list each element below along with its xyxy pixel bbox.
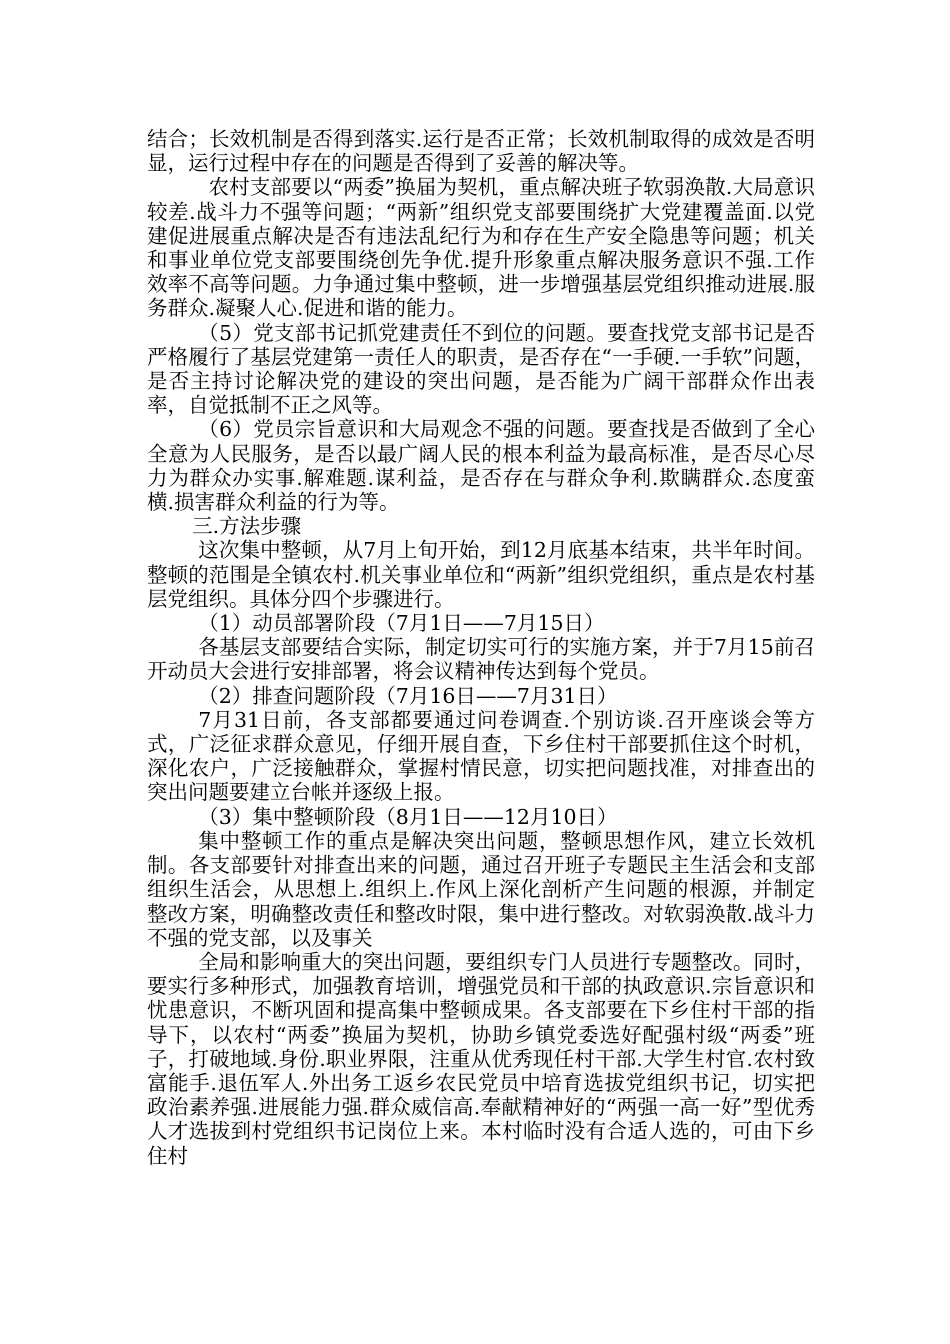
paragraph-12: 集中整顿工作的重点是解决突出问题，整顿思想作风，建立长效机制。各支部要针对排查出来的问题，通过召开班子专题民主生活会和支部组织生活会，从思想上.组织上.作风上深化剖析产生问题的根源，并制定整改方案，明确整改责任和整改时限，集中进行整改。对软弱涣散.战斗力不强的党支部，以及事关 [147,828,815,950]
document-body [147,127,815,1168]
paragraph-6: 这次集中整顿，从7月上旬开始，到12月底基本结束，共半年时间。整顿的范围是全镇农村.机关事业单位和“两新”组织党组织，重点是农村基层党组织。具体分四个步骤进行。 [147,538,815,611]
paragraph-1: 结合；长效机制是否得到落实.运行是否正常；长效机制取得的成效是否明显，运行过程中存在的问题是否得到了妥善的解决等。 [147,127,815,176]
paragraph-2: 农村支部要以“两委”换届为契机，重点解决班子软弱涣散.大局意识较差.战斗力不强等问题；“两新”组织党支部要围绕扩大党建覆盖面.以党建促进展重点解决是否有违法乱纪行为和存在生产安全隐患等问题；机关和事业单位党支部要围绕创先争优.提升形象重点解决服务意识不强.工作效率不高等问题。力争通过集中整顿，进一步增强基层党组织推动进展.服务群众.凝聚人心.促进和谐的能力。 [147,175,815,321]
paragraph-4: （6）党员宗旨意识和大局观念不强的问题。要查找是否做到了全心全意为人民服务，是否以最广阔人民的根本利益为最高标准，是否尽心尽力为群众办实事.解难题.谋利益，是否存在与群众争利.欺瞒群众.态度蛮横.损害群众利益的行为等。 [147,417,815,515]
paragraph-8: 各基层支部要结合实际，制定切实可行的实施方案，并于7月15前召开动员大会进行安排部署，将会议精神传达到每个党员。 [147,635,815,684]
paragraph-10: 7月31日前，各支部都要通过问卷调查.个别访谈.召开座谈会等方式，广泛征求群众意见，仔细开展自查，下乡住村干部要抓住这个时机，深化农户，广泛接触群众，掌握村情民意，切实把问题找准，对排查出的突出问题要建立台帐并逐级上报。 [147,707,815,805]
section-heading-methods: 三.方法步骤 [192,514,302,539]
paragraph-13: 全局和影响重大的突出问题，要组织专门人员进行专题整改。同时，要实行多种形式，加强教育培训，增强党员和干部的执政意识.宗旨意识和忧患意识，不断巩固和提高集中整顿成果。各支部要在下乡住村干部的指导下，以农村“两委”换届为契机，协助乡镇党委选好配强村级“两委”班子，打破地域.身份.职业界限，注重从优秀现任村干部.大学生村官.农村致富能手.退伍军人.外出务工返乡农民党员中培育选拔党组织书记，切实把政治素养强.进展能力强.群众威信高.奉献精神好的“两强一高一好”型优秀人才选拔到村党组织书记岗位上来。本村临时没有合适人选的，可由下乡住村 [147,949,815,1168]
step-heading-1: （1）动员部署阶段（7月1日——7月15日） [198,611,605,636]
step-heading-2: （2）排查问题阶段（7月16日——7月31日） [198,683,618,708]
step-heading-3: （3）集中整顿阶段（8月1日——12月10日） [198,804,618,829]
paragraph-3: （5）党支部书记抓党建责任不到位的问题。要查找党支部书记是否严格履行了基层党建第一责任人的职责，是否存在“一手硬.一手软”问题，是否主持讨论解决党的建设的突出问题，是否能为广阔干部群众作出表率，自觉抵制不正之风等。 [147,320,815,418]
